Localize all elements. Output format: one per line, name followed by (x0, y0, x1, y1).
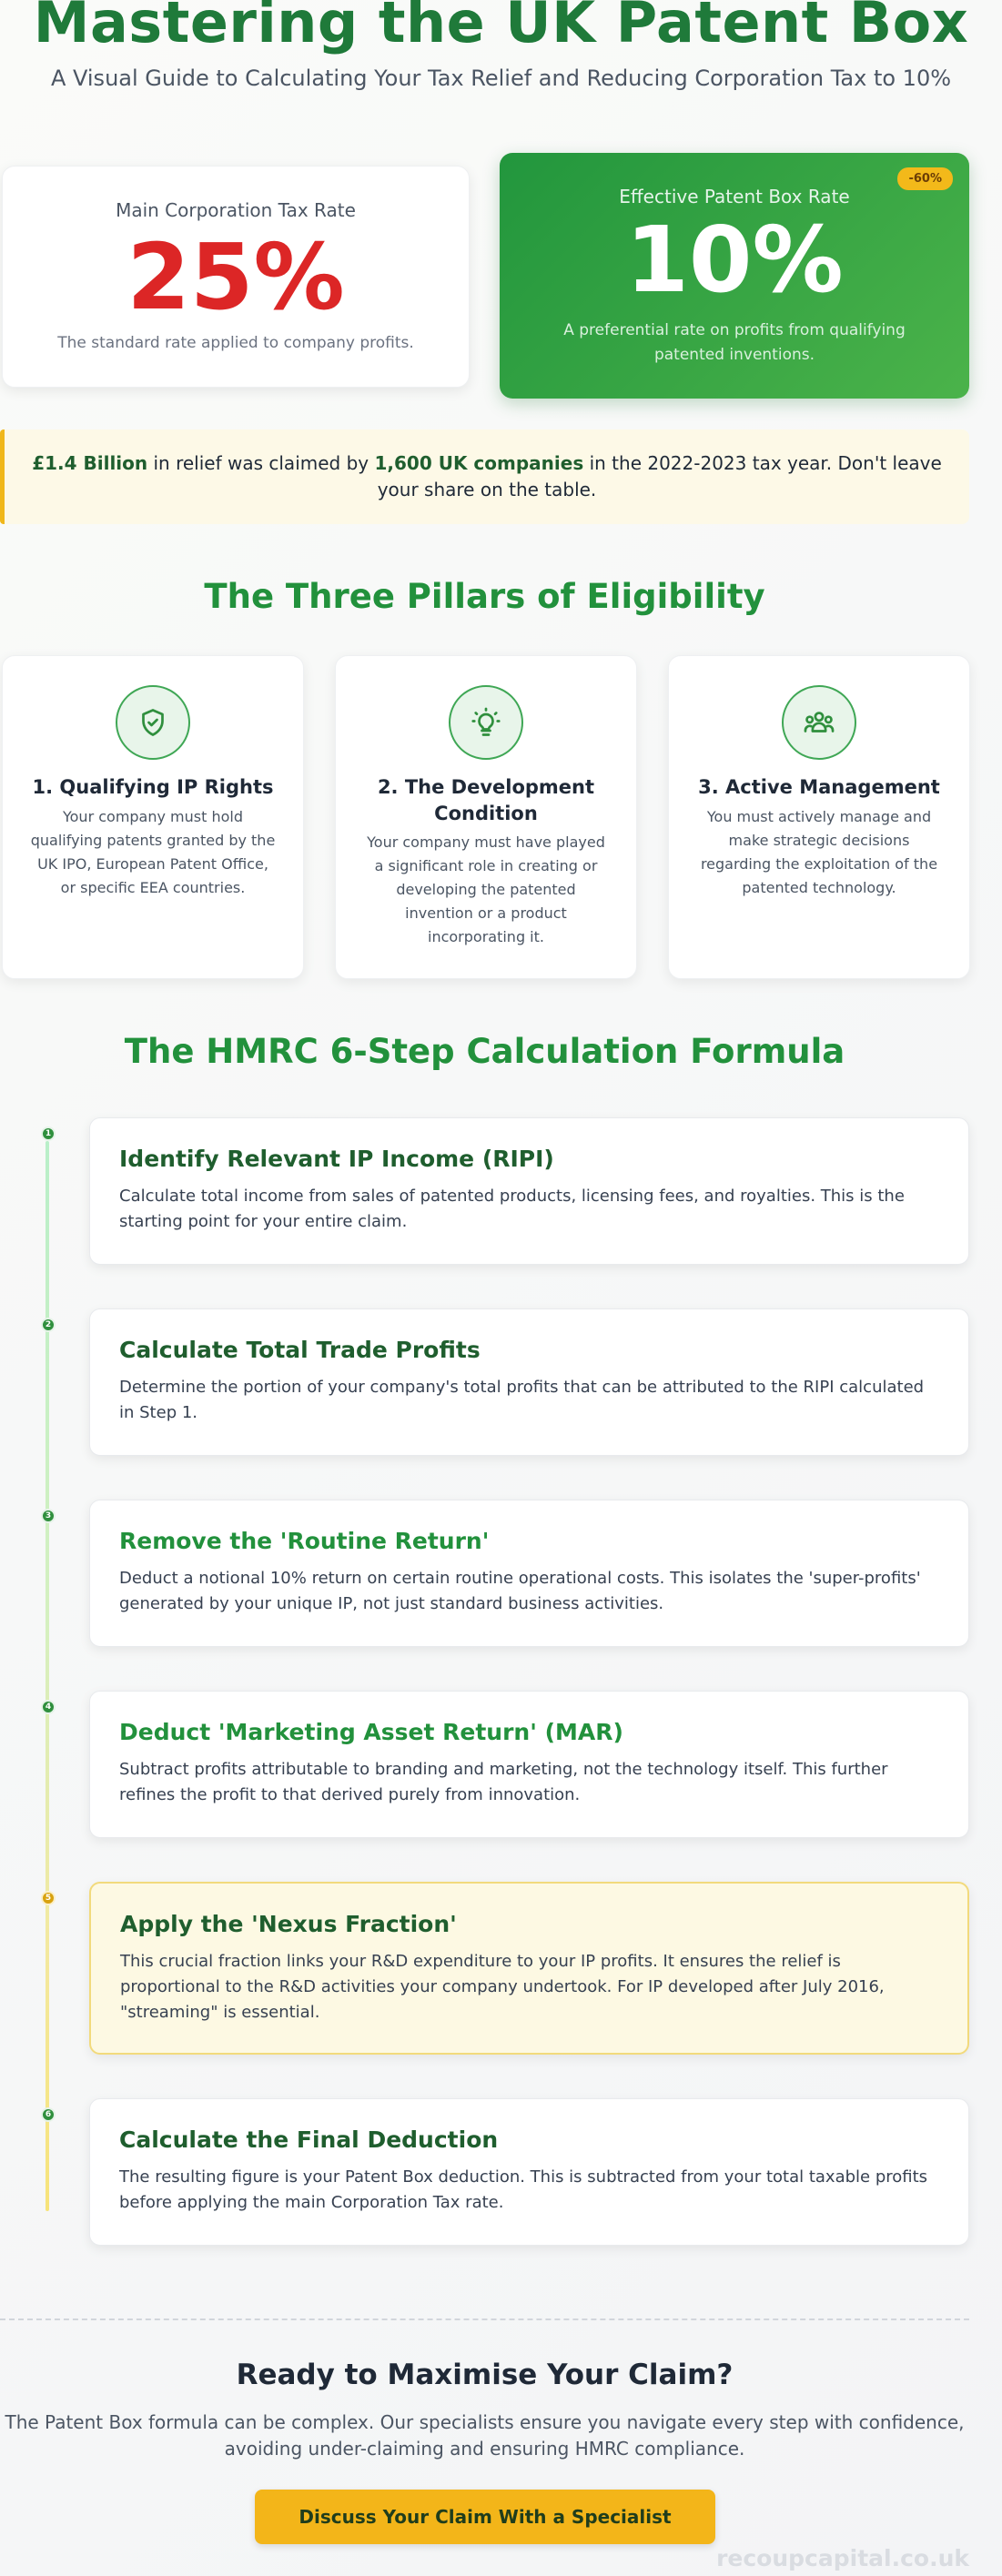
main-tax-rate-card (2, 166, 470, 388)
discuss-claim-button[interactable]: Discuss Your Claim With a Specialist (255, 2490, 715, 2544)
pillar-text: You must actively manage and make strategic decisions regarding the exploitation of the patented technology. (700, 808, 938, 896)
pillar-title: 1. Qualifying IP Rights (32, 776, 274, 798)
relief-text-part-1: in relief was claimed by (147, 452, 375, 474)
page-title: Mastering the UK Patent Box (33, 0, 969, 56)
pillar-title: 2. The Development Condition (377, 776, 595, 824)
pillar-text: Your company must hold qualifying patents granted by the UK IPO, European Patent Office, or specific EEA countries. (30, 808, 276, 896)
patent-rate-value: 10% (625, 207, 844, 313)
step-title: Calculate Total Trade Profits (119, 1337, 481, 1363)
timeline-line (46, 1141, 49, 2211)
footer-brand-watermark: recoupcapital.co.uk (716, 2545, 969, 2571)
patent-rate-description: A preferential rate on profits from qualifying patented inventions. (563, 321, 906, 364)
step-number-2: 2 (41, 1318, 56, 1332)
main-rate-description: The standard rate applied to company profits. (57, 334, 414, 352)
step-card-6 (89, 2098, 969, 2246)
step-text: Deduct a notional 10% return on certain routine operational costs. This isolates the 'super-profits' generated by your unique IP, not just standard business activities. (119, 1569, 921, 1613)
pillar-title: 3. Active Management (698, 776, 940, 798)
step-text: This crucial fraction links your R&D expenditure to your IP profits. It ensures the relief is proportional to the R&D activities your company undertook. For IP developed after July 2016, "streaming" is essential. (120, 1952, 885, 2022)
step-number-5: 5 (41, 1891, 56, 1905)
relief-stat-banner (0, 429, 969, 524)
step-title: Deduct 'Marketing Asset Return' (MAR) (119, 1719, 623, 1745)
pillar-text: Your company must have played a significant role in creating or developing the patented invention or a product incorporating it. (367, 833, 605, 945)
step-text: Determine the portion of your company's total profits that can be attributed to the RIPI calculated in Step 1. (119, 1378, 925, 1422)
step-title: Apply the 'Nexus Fraction' (120, 1911, 457, 1937)
step-number-4: 4 (41, 1700, 56, 1714)
step-card-3 (89, 1500, 969, 1647)
reduction-badge: -60% (897, 167, 953, 190)
relief-amount: £1.4 Billion (32, 452, 148, 474)
patent-rate-label: Effective Patent Box Rate (619, 186, 850, 207)
step-number-1: 1 (41, 1126, 56, 1141)
cta-text: The Patent Box formula can be complex. Our specialists ensure you navigate every step with confidence, avoiding under-claiming and ensuring HMRC compliance. (5, 2411, 965, 2460)
step-card-4 (89, 1691, 969, 1838)
team-icon (782, 685, 856, 760)
pillar-card-development (335, 655, 637, 979)
main-rate-label: Main Corporation Tax Rate (116, 199, 356, 221)
lightbulb-icon (449, 685, 523, 760)
step-card-1 (89, 1117, 969, 1265)
step-card-2 (89, 1308, 969, 1456)
cta-title: Ready to Maximise Your Claim? (236, 2359, 734, 2391)
shield-check-icon (116, 685, 190, 760)
step-title: Calculate the Final Deduction (119, 2126, 499, 2153)
patent-box-rate-card (500, 153, 969, 399)
pillars-heading: The Three Pillars of Eligibility (204, 577, 765, 616)
section-divider (0, 2318, 969, 2320)
companies-count: 1,600 UK companies (374, 452, 584, 474)
page-subtitle: A Visual Guide to Calculating Your Tax Relief and Reducing Corporation Tax to 10% (50, 66, 952, 91)
steps-heading: The HMRC 6-Step Calculation Formula (124, 1032, 845, 1071)
step-title: Remove the 'Routine Return' (119, 1528, 490, 1554)
step-number-6: 6 (41, 2107, 56, 2122)
pillar-card-active-management (668, 655, 970, 979)
step-text: Subtract profits attributable to branding and marketing, not the technology itself. This further refines the profit to that derived purely from innovation. (119, 1760, 888, 1804)
pillar-card-qualifying-ip (2, 655, 304, 979)
relief-stat-text (32, 450, 942, 503)
step-title: Identify Relevant IP Income (RIPI) (119, 1146, 554, 1172)
step-card-5-highlighted (89, 1882, 969, 2055)
step-number-3: 3 (41, 1509, 56, 1523)
relief-text-part-2: in the 2022-2023 tax year. Don't leave your share on the table. (377, 452, 942, 500)
step-text: The resulting figure is your Patent Box deduction. This is subtracted from your total taxable profits before applying the main Corporation Tax rate. (119, 2167, 928, 2212)
step-text: Calculate total income from sales of patented products, licensing fees, and royalties. This is the starting point for your entire claim. (119, 1187, 905, 1231)
main-rate-value: 25% (127, 224, 345, 330)
